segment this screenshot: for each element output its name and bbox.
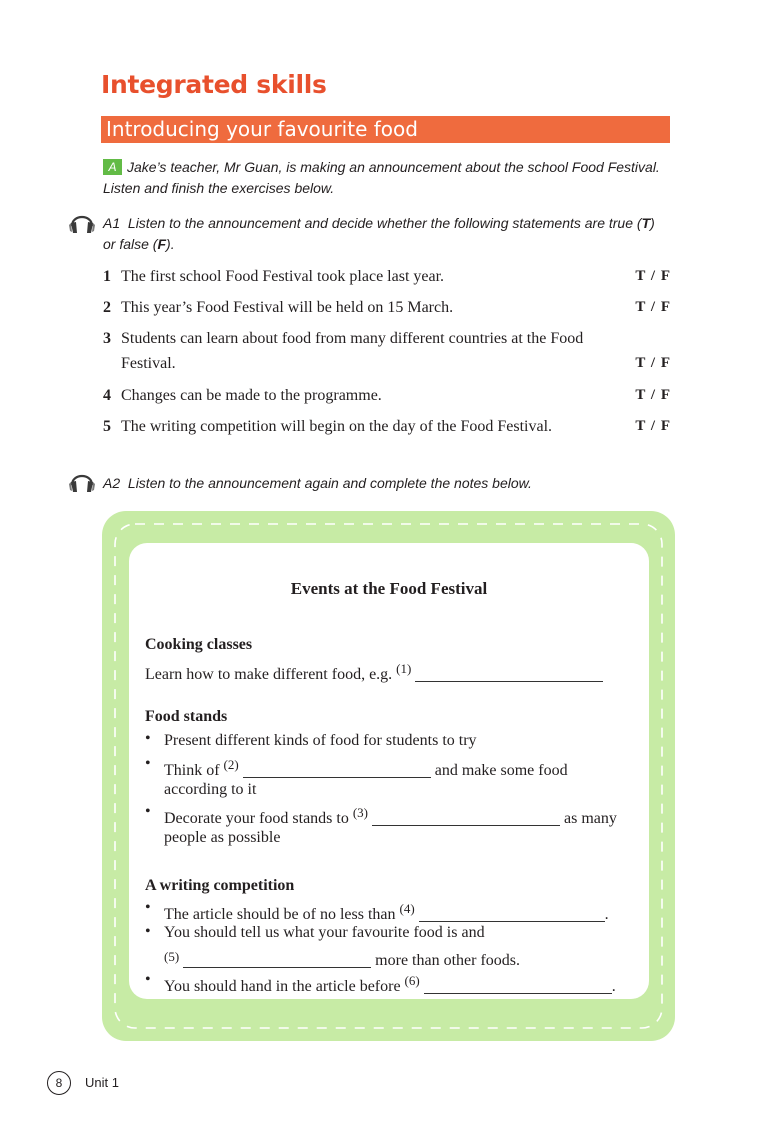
task-a-text: Jake’s teacher, Mr Guan, is making an announcement about the school Food Festival. Listen and finish the exercises below. <box>103 159 660 196</box>
writing-b2-post: more than other foods. <box>375 952 521 969</box>
statement-text: Students can learn about food from many different countries at the Food Festival. <box>121 330 584 372</box>
true-false-option[interactable]: T / F <box>635 355 671 371</box>
stands-bullet-1: Present different kinds of food for students to try <box>164 732 477 749</box>
stands-bullet-3-cont: people as possible <box>164 829 281 846</box>
bullet-icon: • <box>145 730 151 747</box>
bullet-icon: • <box>145 971 151 988</box>
bullet-icon: • <box>145 923 151 940</box>
bullet-icon: • <box>145 803 151 820</box>
task-a2-text: Listen to the announcement again and complete the notes below. <box>127 475 532 491</box>
task-a-badge: A <box>103 159 122 175</box>
statement-number: 2 <box>103 299 111 316</box>
cooking-text: Learn how to make different food, e.g. <box>145 666 393 683</box>
writing-bullet-3: You should hand in the article before $^{(6)}$ . <box>164 973 616 995</box>
statement-number: 3 <box>103 330 111 347</box>
task-a-instruction <box>103 157 673 199</box>
blank-number: (2) <box>223 757 239 772</box>
page-number: 8 <box>47 1071 71 1095</box>
true-letter: T <box>641 215 651 231</box>
bullet-icon: • <box>145 899 151 916</box>
stands-bullet-2-cont: according to it <box>164 781 257 798</box>
stands-b2-post: and make some food <box>434 762 568 779</box>
statement-text: This year’s Food Festival will be held on 15 March. <box>121 299 454 316</box>
stands-b3-post: as many <box>564 810 617 827</box>
statement-row <box>103 383 671 408</box>
statement-text: The writing competition will begin on the day of the Food Festival. <box>121 418 553 435</box>
task-a1-instruction <box>103 213 668 255</box>
task-a1-text-mid: ) or false ( <box>103 215 655 252</box>
answer-blank-1[interactable] <box>415 681 603 682</box>
statement-number: 5 <box>103 418 111 435</box>
stands-b3-pre: Decorate your food stands to <box>164 810 349 827</box>
food-stands-heading: Food stands <box>145 708 228 725</box>
writing-competition-heading: A writing competition <box>145 877 295 894</box>
true-false-option[interactable]: T / F <box>635 387 671 403</box>
statement-text: Changes can be made to the programme. <box>121 387 382 404</box>
headphones-icon <box>67 465 97 495</box>
unit-label: Unit 1 <box>85 1075 119 1090</box>
bullet-icon: • <box>145 755 151 772</box>
answer-blank-3[interactable] <box>372 825 560 826</box>
writing-b1-pre: The article should be of no less than <box>164 906 396 923</box>
blank-number: (6) <box>404 973 420 988</box>
task-a2-instruction <box>103 473 668 494</box>
statement-number: 4 <box>103 387 111 404</box>
writing-bullet-2: You should tell us what your favourite food is and <box>164 924 485 941</box>
answer-blank-2[interactable] <box>243 777 431 778</box>
task-a1-text-end: ). <box>166 236 175 252</box>
answer-blank-5[interactable] <box>183 967 371 968</box>
stands-b2-pre: Think of <box>164 762 220 779</box>
writing-b3-pre: You should hand in the article before <box>164 978 401 995</box>
task-a1-text-pre: Listen to the announcement and decide whether the following statements are true ( <box>127 215 642 231</box>
task-a2-label: A2 <box>103 475 121 491</box>
true-false-option[interactable]: T / F <box>635 299 671 315</box>
statement-row <box>103 414 671 439</box>
section-banner <box>101 116 670 143</box>
cooking-classes-heading: Cooking classes <box>145 636 253 653</box>
cooking-line <box>145 657 603 687</box>
writing-bullet-1: The article should be of no less than $^{(4)}$ . <box>164 901 609 923</box>
false-letter: F <box>157 236 167 252</box>
headphones-icon <box>67 206 97 236</box>
statement-row <box>103 264 671 289</box>
statement-row <box>103 326 671 376</box>
statement-row <box>103 295 671 320</box>
true-false-option[interactable]: T / F <box>635 418 671 434</box>
blank-number: (5) <box>164 949 180 964</box>
answer-blank-6[interactable] <box>424 993 612 994</box>
blank-number: (1) <box>396 661 412 676</box>
blank-number: (3) <box>352 805 369 820</box>
notes-title: Events at the Food Festival <box>290 579 488 598</box>
blank-number: (4) <box>399 901 415 916</box>
true-false-option[interactable]: T / F <box>635 268 671 284</box>
statement-text: The first school Food Festival took place last year. <box>121 268 445 285</box>
task-a1-label: A1 <box>103 215 121 231</box>
banner-title: Introducing your favourite food <box>106 117 418 141</box>
statement-number: 1 <box>103 268 111 285</box>
page-heading: Integrated skills <box>101 70 327 99</box>
